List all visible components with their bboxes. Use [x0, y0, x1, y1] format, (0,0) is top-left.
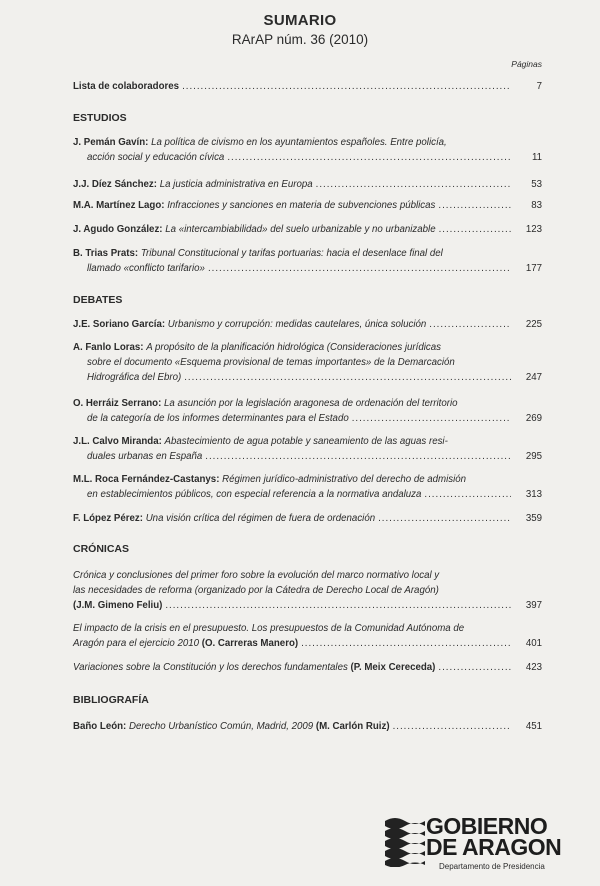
leader-dots	[438, 660, 511, 675]
toc-entry[interactable]	[73, 222, 542, 237]
entry-title: Una visión crítica del régimen de fuera de ordenación	[145, 513, 376, 524]
entry-title: Urbanismo y corrupción: medidas cautelares, única solución	[167, 319, 427, 330]
entry-author: (O. Carreras Manero)	[201, 638, 299, 649]
entry-author: J.J. Díez Sánchez:	[73, 179, 157, 190]
section-heading-estudios: ESTUDIOS	[73, 112, 127, 124]
toc-entry[interactable]	[73, 317, 542, 332]
entry-title: Variaciones sobre la Constitución y los derechos fundamentales	[73, 662, 348, 673]
page-number: 123	[525, 224, 542, 235]
page-number: 269	[525, 413, 542, 424]
page-number: 7	[536, 81, 542, 92]
toc-entry[interactable]	[73, 472, 542, 502]
leader-dots	[205, 449, 511, 464]
entry-title: Derecho Urbanístico Común, Madrid, 2009	[128, 721, 314, 732]
section-heading-debates: DEBATES	[73, 294, 123, 306]
entry-title: La asunción por la legislación aragonesa de ordenación del territorio	[164, 398, 458, 409]
logo-line-2: DE ARAGON	[426, 834, 562, 860]
entry-title: La política de civismo en los ayuntamientos españoles. Entre policía,	[151, 137, 447, 148]
toc-entry[interactable]	[73, 135, 542, 165]
leader-dots	[316, 177, 511, 192]
entry-title-cont: Hidrográfica del Ebro)	[87, 372, 182, 383]
entry-author: Baño León:	[73, 721, 127, 732]
entry-author: (J.M. Gimeno Feliu)	[73, 600, 163, 611]
toc-entry-colaboradores[interactable]	[73, 79, 542, 94]
section-heading-cronicas: CRÓNICAS	[73, 543, 130, 555]
leader-dots	[393, 719, 511, 734]
toc-entry[interactable]	[73, 719, 542, 734]
page-number: 397	[525, 600, 542, 611]
leader-dots	[352, 411, 511, 426]
entry-title-cont: sobre el documento «Esquema provisional de temas importantes» de la Demarcación	[87, 357, 455, 368]
entry-title-cont: acción social y educación cívica	[87, 152, 225, 163]
leader-dots	[438, 198, 511, 213]
toc-entry[interactable]	[73, 621, 542, 651]
toc-entry[interactable]	[73, 246, 542, 276]
entry-title: A propósito de la planificación hidrológica (Consideraciones jurídicas	[146, 342, 441, 353]
page-title: SUMARIO	[263, 12, 337, 29]
entry-author: O. Herráiz Serrano:	[73, 398, 162, 409]
entry-title: Crónica y conclusiones del primer foro sobre la evolución del marco normativo local y	[73, 570, 440, 581]
entry-title: Abastecimiento de agua potable y saneamiento de las aguas resi-	[164, 436, 448, 447]
toc-entry[interactable]	[73, 434, 542, 464]
entry-author: J.E. Soriano García:	[73, 319, 166, 330]
page-number: 451	[525, 721, 542, 732]
gobierno-de-aragon-logo	[383, 815, 593, 877]
entry-title: La justicia administrativa en Europa	[159, 179, 313, 190]
entry-title: El impacto de la crisis en el presupuesto. Los presupuestos de la Comunidad Autónoma de	[73, 623, 465, 634]
leader-dots	[208, 261, 511, 276]
entry-title: Régimen jurídico-administrativo del derecho de admisión	[222, 474, 467, 485]
page-number: 225	[525, 319, 542, 330]
page-number: 83	[531, 200, 542, 211]
leader-dots	[378, 511, 511, 526]
page-number: 313	[525, 489, 542, 500]
entry-title: La «intercambiabilidad» del suelo urbanizable y no urbanizable	[165, 224, 436, 235]
page-number: 53	[531, 179, 542, 190]
toc-entry[interactable]	[73, 568, 542, 613]
entry-reviewer: (M. Carlón Ruiz)	[315, 721, 390, 732]
entry-author: M.L. Roca Fernández-Castanys:	[73, 474, 220, 485]
toc-entry-label: Lista de colaboradores	[73, 81, 180, 92]
page-number: 295	[525, 451, 542, 462]
entry-author: J. Pemán Gavín:	[73, 137, 149, 148]
entry-author: (P. Meix Cereceda)	[350, 662, 436, 673]
leader-dots	[439, 222, 511, 237]
section-heading-bibliografia: BIBLIOGRAFÍA	[73, 694, 149, 706]
logo-line-1: GOBIERNO	[426, 813, 548, 839]
toc-entry[interactable]	[73, 660, 542, 675]
entry-title-cont: de la categoría de los informes determinantes para el Estado	[87, 413, 349, 424]
entry-author: M.A. Martínez Lago:	[73, 200, 165, 211]
toc-entry[interactable]	[73, 340, 542, 385]
toc-entry[interactable]	[73, 177, 542, 192]
leader-dots	[424, 487, 511, 502]
entry-author: A. Fanlo Loras:	[73, 342, 144, 353]
entry-title: Infracciones y sanciones en materia de subvenciones públicas	[167, 200, 436, 211]
entry-author: J.L. Calvo Miranda:	[73, 436, 162, 447]
leader-dots	[182, 79, 511, 94]
entry-title-cont: en establecimientos públicos, con especial referencia a la normativa andaluza	[87, 489, 422, 500]
leader-dots	[301, 636, 511, 651]
entry-author: F. López Pérez:	[73, 513, 143, 524]
page-number: 11	[531, 152, 542, 163]
toc-entry[interactable]	[73, 396, 542, 426]
pages-column-label: Páginas	[511, 59, 542, 69]
entry-author: J. Agudo González:	[73, 224, 163, 235]
page-number: 177	[525, 263, 542, 274]
journal-issue: RArAP núm. 36 (2010)	[231, 32, 369, 47]
entry-title: Tribunal Constitucional y tarifas portuarias: hacia el desenlace final del	[140, 248, 443, 259]
leader-dots	[227, 150, 511, 165]
entry-title-cont: llamado «conflicto tarifario»	[87, 263, 205, 274]
page-number: 423	[525, 662, 542, 673]
toc-entry[interactable]	[73, 511, 542, 526]
page-number: 247	[525, 372, 542, 383]
entry-title-cont: duales urbanas en España	[87, 451, 203, 462]
page-number: 359	[525, 513, 542, 524]
page-number: 401	[525, 638, 542, 649]
toc-entry[interactable]	[73, 198, 542, 213]
leader-dots	[165, 598, 511, 613]
leader-dots	[184, 370, 511, 385]
entry-title-cont: Aragón para el ejercicio 2010	[73, 638, 200, 649]
logo-stripes-icon	[383, 815, 427, 867]
entry-title-cont: las necesidades de reforma (organizado por la Cátedra de Derecho Local de Aragón)	[73, 585, 439, 596]
entry-author: B. Trias Prats:	[73, 248, 139, 259]
logo-department: Departamento de Presidencia	[439, 862, 545, 871]
leader-dots	[429, 317, 511, 332]
